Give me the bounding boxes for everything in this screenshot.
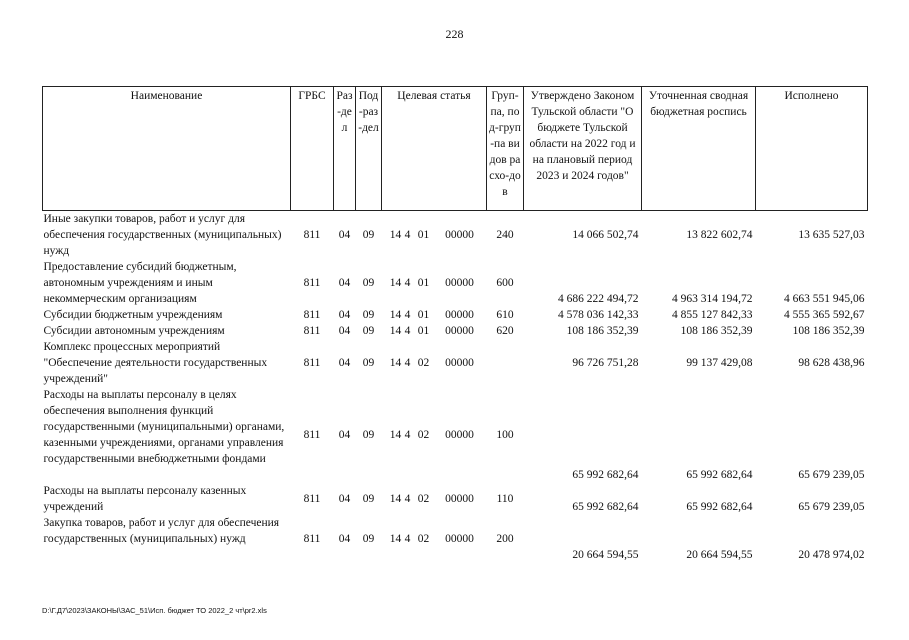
row-approved: 14 066 502,74: [572, 229, 639, 241]
budget-execution-table: [42, 86, 868, 563]
row-target-part: 00000: [445, 493, 474, 505]
row-name: Комплекс процессных мероприятий "Обеспечение деятельности государственных учреждений": [43, 341, 268, 385]
row-refined: 20 664 594,55: [686, 549, 753, 561]
row-executed: 98 628 438,96: [798, 357, 865, 369]
row-target-part: 4: [404, 277, 411, 289]
table-row: [43, 483, 868, 515]
row-target-part: 14: [389, 325, 402, 337]
row-target-part: 00000: [445, 229, 474, 241]
table-row: [43, 387, 868, 483]
row-razdel: 04: [338, 277, 351, 289]
row-target-part: 01: [417, 277, 430, 289]
table-row: [43, 307, 868, 323]
row-name: Иные закупки товаров, работ и услуг для обеспечения государственных (муниципальных) нужд: [43, 213, 282, 257]
header-target: Целевая статья: [382, 87, 487, 211]
row-podrazdel: 09: [362, 493, 375, 505]
row-refined: 4 963 314 194,72: [672, 293, 753, 305]
row-grbs: 811: [303, 533, 321, 545]
row-target-part: 14: [389, 429, 402, 441]
row-approved: 96 726 751,28: [572, 357, 639, 369]
row-target-part: 00000: [445, 309, 474, 321]
row-razdel: 04: [338, 429, 351, 441]
row-target-part: 4: [404, 229, 411, 241]
row-group: 200: [496, 533, 514, 545]
row-grbs: 811: [303, 493, 321, 505]
header-refined: Уточненная сводная бюджетная роспись: [642, 87, 756, 211]
row-target-part: 4: [404, 493, 411, 505]
table-row: [43, 211, 868, 260]
row-target-part: 14: [389, 277, 402, 289]
row-target-part: 4: [404, 325, 411, 337]
row-target: [382, 339, 487, 387]
row-target-part: 4: [404, 429, 411, 441]
row-name: Закупка товаров, работ и услуг для обеспечения государственных (муниципальных) нужд: [43, 517, 280, 545]
row-target-part: 14: [389, 309, 402, 321]
row-target-part: 00000: [445, 429, 474, 441]
row-target: [382, 307, 487, 323]
row-group: 110: [496, 493, 514, 505]
row-approved: 4 578 036 142,33: [558, 309, 639, 321]
row-target: [382, 387, 487, 483]
row-target-part: 02: [417, 533, 430, 545]
table-row: [43, 515, 868, 563]
row-group: 620: [496, 325, 514, 337]
row-podrazdel: 09: [362, 277, 375, 289]
table-row: [43, 323, 868, 339]
row-group: [487, 339, 524, 387]
row-name: Субсидии автономным учреждениям: [43, 325, 225, 337]
row-target-part: 14: [389, 493, 402, 505]
row-target-part: 01: [417, 309, 430, 321]
row-razdel: 04: [338, 229, 351, 241]
table-row: [43, 339, 868, 387]
row-executed: 4 555 365 592,67: [784, 309, 865, 321]
row-target: [382, 211, 487, 260]
row-grbs: 811: [303, 429, 321, 441]
row-executed: 108 186 352,39: [792, 325, 865, 337]
header-executed: Исполнено: [756, 87, 868, 211]
table-header-row: [43, 87, 868, 211]
row-name: Субсидии бюджетным учреждениям: [43, 309, 223, 321]
header-podrazdel: Под-раз-дел: [356, 87, 382, 211]
row-podrazdel: 09: [362, 229, 375, 241]
footer-file-path: D:\Г.Д7\2023\ЗАКОНЫ\ЗАС_51\Исп. бюджет ТО 2022_2 чт\pr2.xls: [42, 606, 267, 615]
row-target-part: 00000: [445, 325, 474, 337]
row-razdel: 04: [338, 309, 351, 321]
row-target-part: 4: [404, 357, 411, 369]
header-name: Наименование: [43, 87, 291, 211]
row-grbs: 811: [303, 357, 321, 369]
page-number: 228: [445, 27, 464, 41]
row-executed: 13 635 527,03: [798, 229, 865, 241]
row-target-part: 4: [404, 309, 411, 321]
row-target: [382, 323, 487, 339]
row-executed: 4 663 551 945,06: [784, 293, 865, 305]
row-grbs: 811: [303, 325, 321, 337]
row-executed: 65 679 239,05: [798, 501, 865, 513]
row-refined: 4 855 127 842,33: [672, 309, 753, 321]
header-grbs: ГРБС: [291, 87, 334, 211]
row-approved: 65 992 682,64: [572, 469, 639, 481]
row-target-part: 01: [417, 325, 430, 337]
row-podrazdel: 09: [362, 429, 375, 441]
row-podrazdel: 09: [362, 357, 375, 369]
row-grbs: 811: [303, 309, 321, 321]
row-target-part: 02: [417, 429, 430, 441]
row-refined: 13 822 602,74: [686, 229, 753, 241]
row-refined: 65 992 682,64: [686, 469, 753, 481]
row-refined: 108 186 352,39: [680, 325, 753, 337]
row-group: 240: [496, 229, 514, 241]
row-target-part: 00000: [445, 533, 474, 545]
row-refined: 99 137 429,08: [686, 357, 753, 369]
row-name: Предоставление субсидий бюджетным, автономным учреждениям и иным некоммерческим организациям: [43, 261, 237, 305]
row-razdel: 04: [338, 493, 351, 505]
row-target: [382, 483, 487, 515]
row-target-part: 14: [389, 533, 402, 545]
row-target-part: 00000: [445, 357, 474, 369]
row-target-part: 01: [417, 229, 430, 241]
row-target-part: 4: [404, 533, 411, 545]
row-name: Расходы на выплаты персоналу казенных учреждений: [43, 485, 247, 513]
row-target-part: 14: [389, 229, 402, 241]
row-target: [382, 259, 487, 307]
row-target-part: 00000: [445, 277, 474, 289]
row-target-part: 14: [389, 357, 402, 369]
row-executed: 65 679 239,05: [798, 469, 865, 481]
row-approved: 4 686 222 494,72: [558, 293, 639, 305]
row-group: 610: [496, 309, 514, 321]
table-row: [43, 259, 868, 307]
row-podrazdel: 09: [362, 325, 375, 337]
header-group: Груп-па, под-груп-па видов расхо-дов: [487, 87, 524, 211]
row-approved: 108 186 352,39: [566, 325, 639, 337]
row-podrazdel: 09: [362, 533, 375, 545]
row-group: 600: [496, 277, 514, 289]
row-grbs: 811: [303, 229, 321, 241]
row-target-part: 02: [417, 493, 430, 505]
row-group: 100: [496, 429, 514, 441]
header-approved: Утверждено Законом Тульской области "О бюджете Тульской области на 2022 год и на плановый период 2023 и 2024 годов": [524, 87, 642, 211]
row-podrazdel: 09: [362, 309, 375, 321]
row-executed: 20 478 974,02: [798, 549, 865, 561]
row-refined: 65 992 682,64: [686, 501, 753, 513]
row-target-part: 02: [417, 357, 430, 369]
row-razdel: 04: [338, 325, 351, 337]
header-razdel: Раз-дел: [334, 87, 356, 211]
row-grbs: 811: [303, 277, 321, 289]
row-razdel: 04: [338, 533, 351, 545]
row-approved: 20 664 594,55: [572, 549, 639, 561]
row-name: Расходы на выплаты персоналу в целях обеспечения выполнения функций государственными (муниципальными) органами, казенными учреждениями, органами управления государственными внебюджетными фондами: [43, 389, 285, 465]
row-target: [382, 515, 487, 563]
row-razdel: 04: [338, 357, 351, 369]
row-approved: 65 992 682,64: [572, 501, 639, 513]
